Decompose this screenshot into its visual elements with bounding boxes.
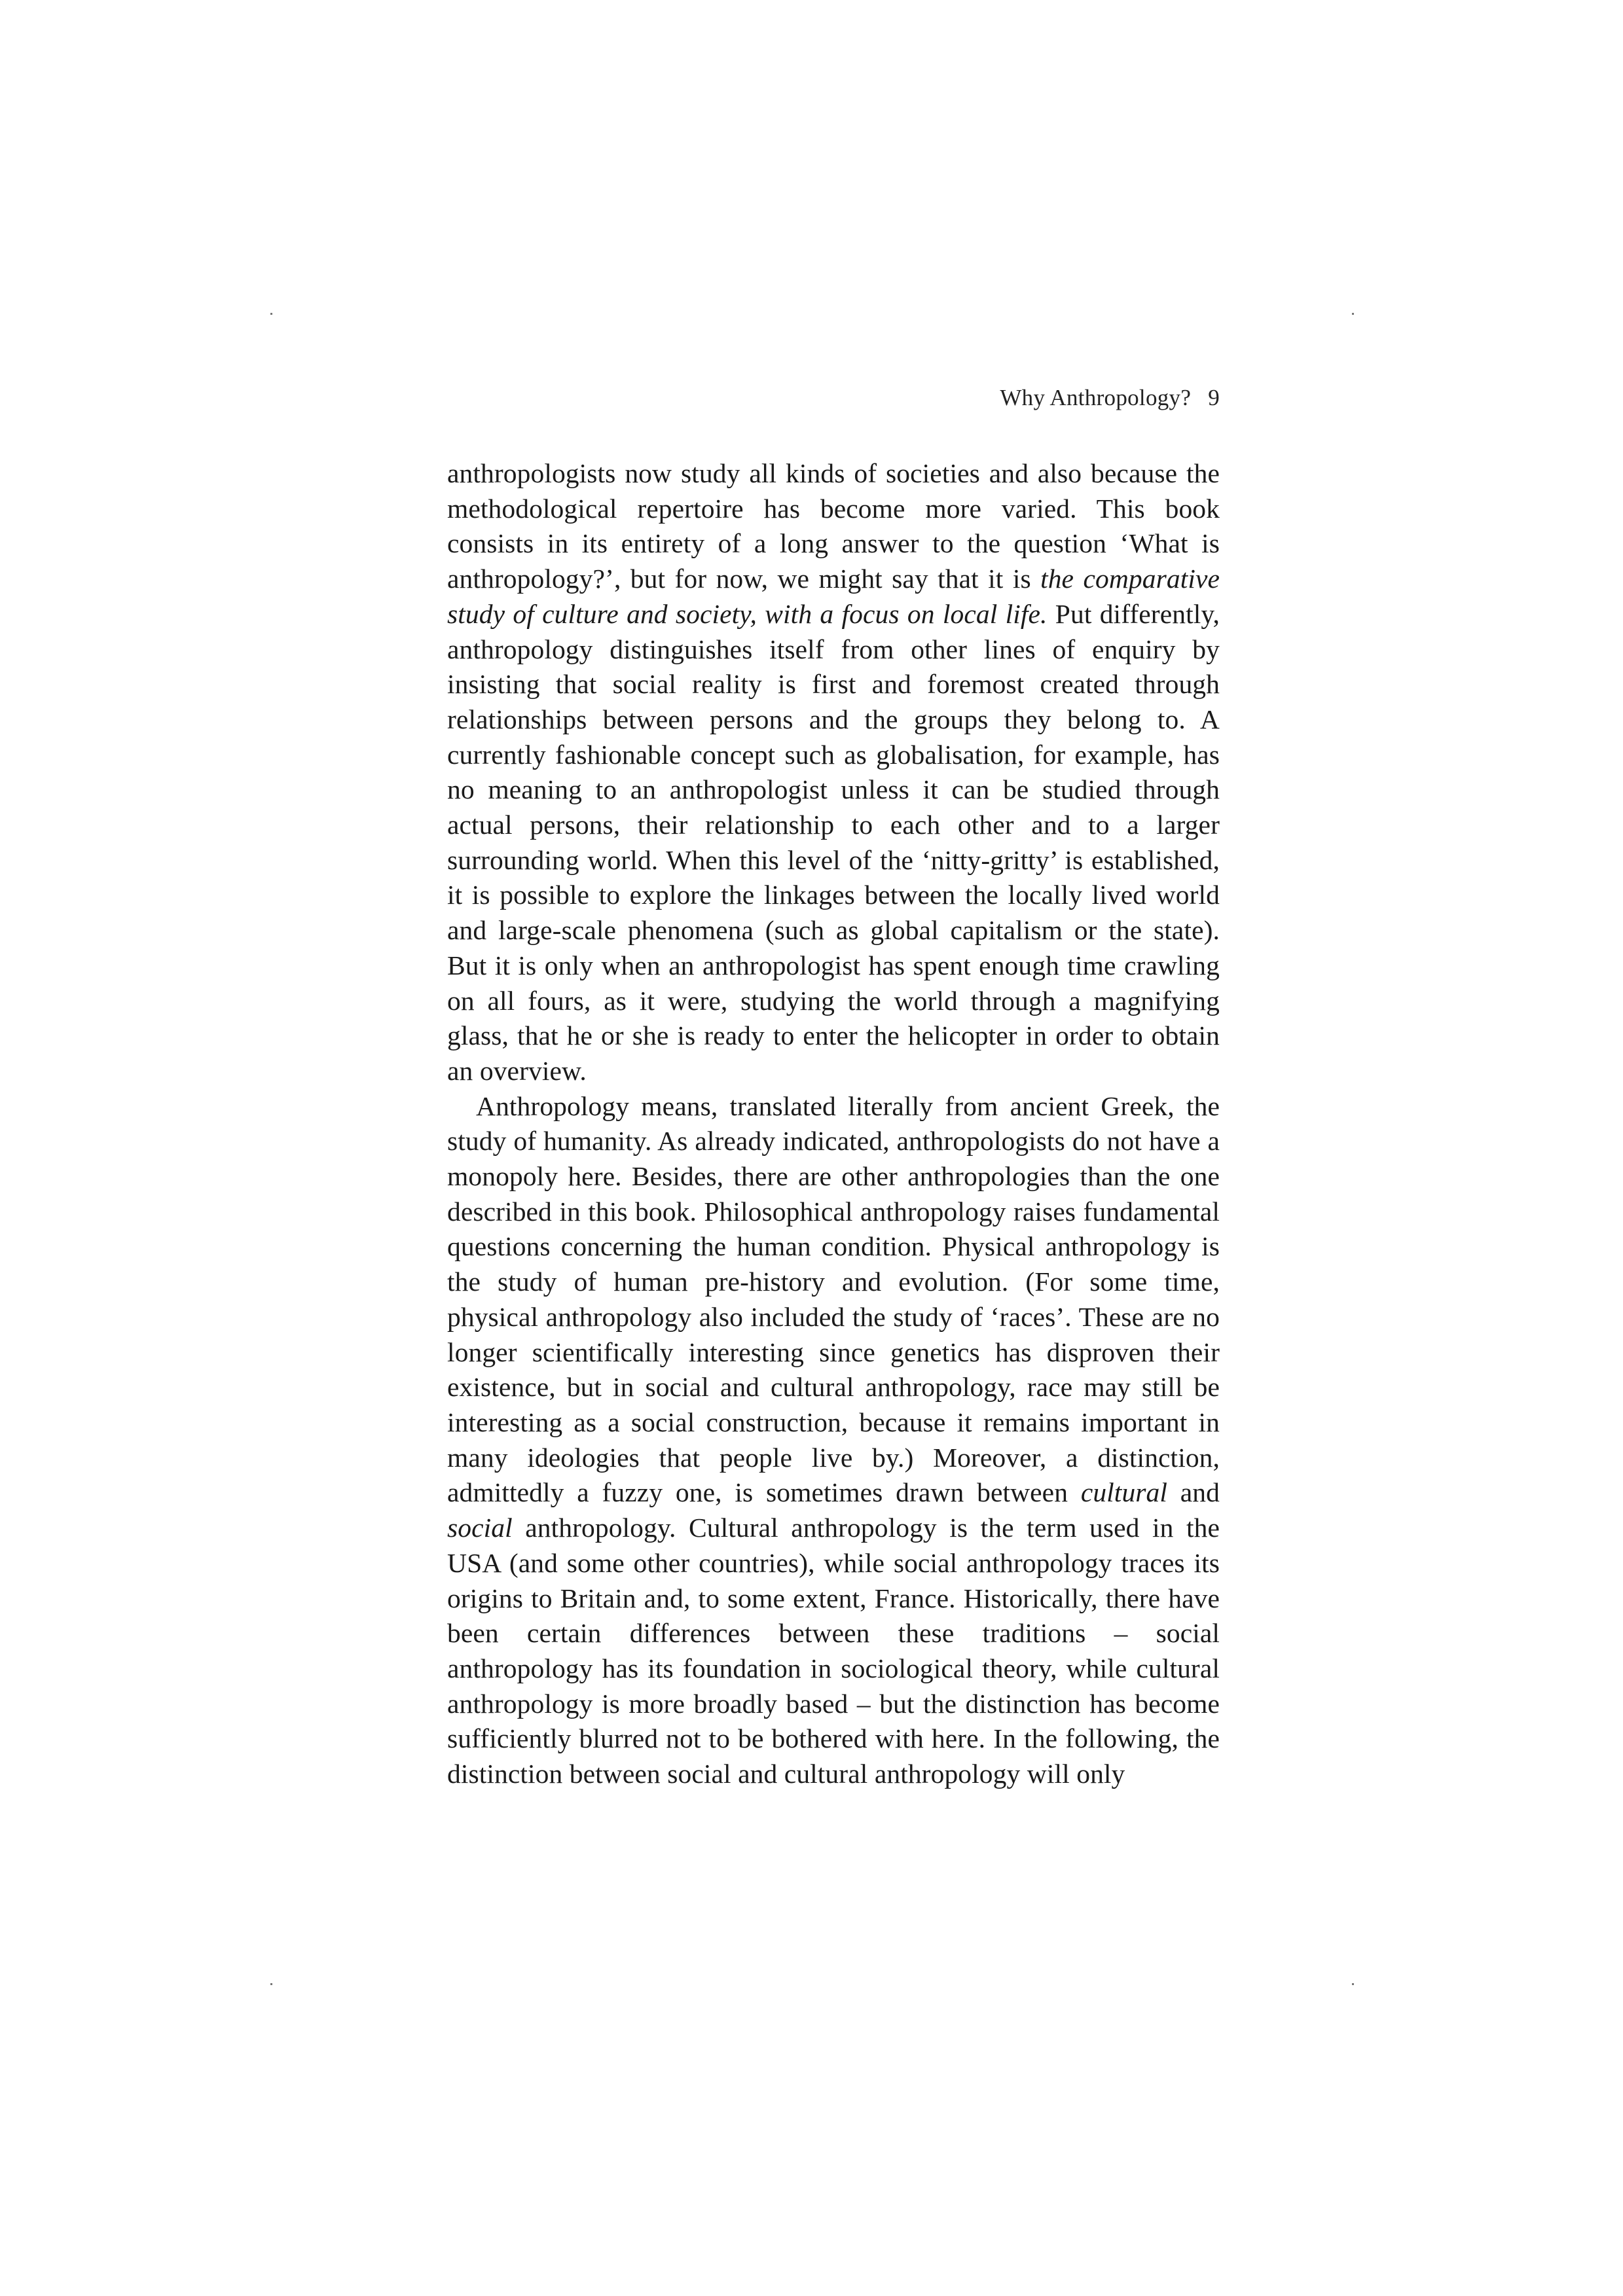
paragraph-2-italic-social: social xyxy=(447,1513,513,1543)
running-head xyxy=(1000,384,1220,412)
paragraph-2-italic-cultural: cultural xyxy=(1080,1477,1168,1508)
paragraph-2-text-c: anthropology. Cultural anthropology is the term used in the USA (and some other countries), while social anthropology traces its origins to Britain and, to some extent, France. Historically, there have been certain differences between these traditions – social anthropology has its foundation in sociological theory, while cultural anthropology is more broadly based – but the distinction has become sufficiently blurred not to be bothered with here. In the following, the distinction between social and cultural anthropology will only xyxy=(447,1513,1220,1789)
crop-mark-top-right xyxy=(1352,313,1354,315)
crop-mark-top-left xyxy=(270,313,272,315)
paragraph-2 xyxy=(447,1089,1220,1792)
body-text xyxy=(447,456,1220,1792)
paragraph-1-text-b: Put differently, anthropology distinguishes itself from other lines of enquiry by insisting that social reality is first and foremost created through relationships between persons and the groups they belong to. A currently fashionable concept such as globalisation, for example, has no meaning to an anthropologist unless it can be studied through actual persons, their relationship to each other and to a larger surrounding world. When this level of the ‘nitty-gritty’ is established, it is possible to explore the linkages between the locally lived world and large-scale phenomena (such as global capitalism or the state). But it is only when an anthropologist has spent enough time crawling on all fours, as it were, studying the world through a magnifying glass, that he or she is ready to enter the helicopter in order to obtain an overview. xyxy=(447,598,1220,1086)
running-head-title: Why Anthropology? xyxy=(1000,385,1192,410)
paragraph-1-italic-definition: the comparative study of culture and society, with a focus on local life. xyxy=(447,564,1220,629)
page-number: 9 xyxy=(1208,385,1220,410)
paragraph-1 xyxy=(447,456,1220,1089)
paragraph-2-text-b: and xyxy=(1167,1477,1220,1508)
paragraph-2-text-a: Anthropology means, translated literally from ancient Greek, the study of humanity. As already indicated, anthropologists do not have a monopoly here. Besides, there are other anthropologies than the one described in this book. Philosophical anthropology raises fundamental questions concerning the human condition. Physical anthropology is the study of human pre-history and evolution. (For some time, physical anthropology also included the study of ‘races’. These are no longer scientifically interesting since genetics has disproven their existence, but in social and cultural anthropology, race may still be interesting as a social construction, because it remains important in many ideologies that people live by.) Moreover, a distinction, admittedly a fuzzy one, is sometimes drawn between xyxy=(447,1090,1220,1508)
crop-mark-bottom-left xyxy=(270,1983,272,1985)
paragraph-1-text-a: anthropologists now study all kinds of societies and also because the methodological repertoire has become more varied. This book consists in its entirety of a long answer to the question ‘What is anthropology?’, but for now, we might say that it is xyxy=(447,458,1220,594)
crop-mark-bottom-right xyxy=(1352,1983,1354,1985)
